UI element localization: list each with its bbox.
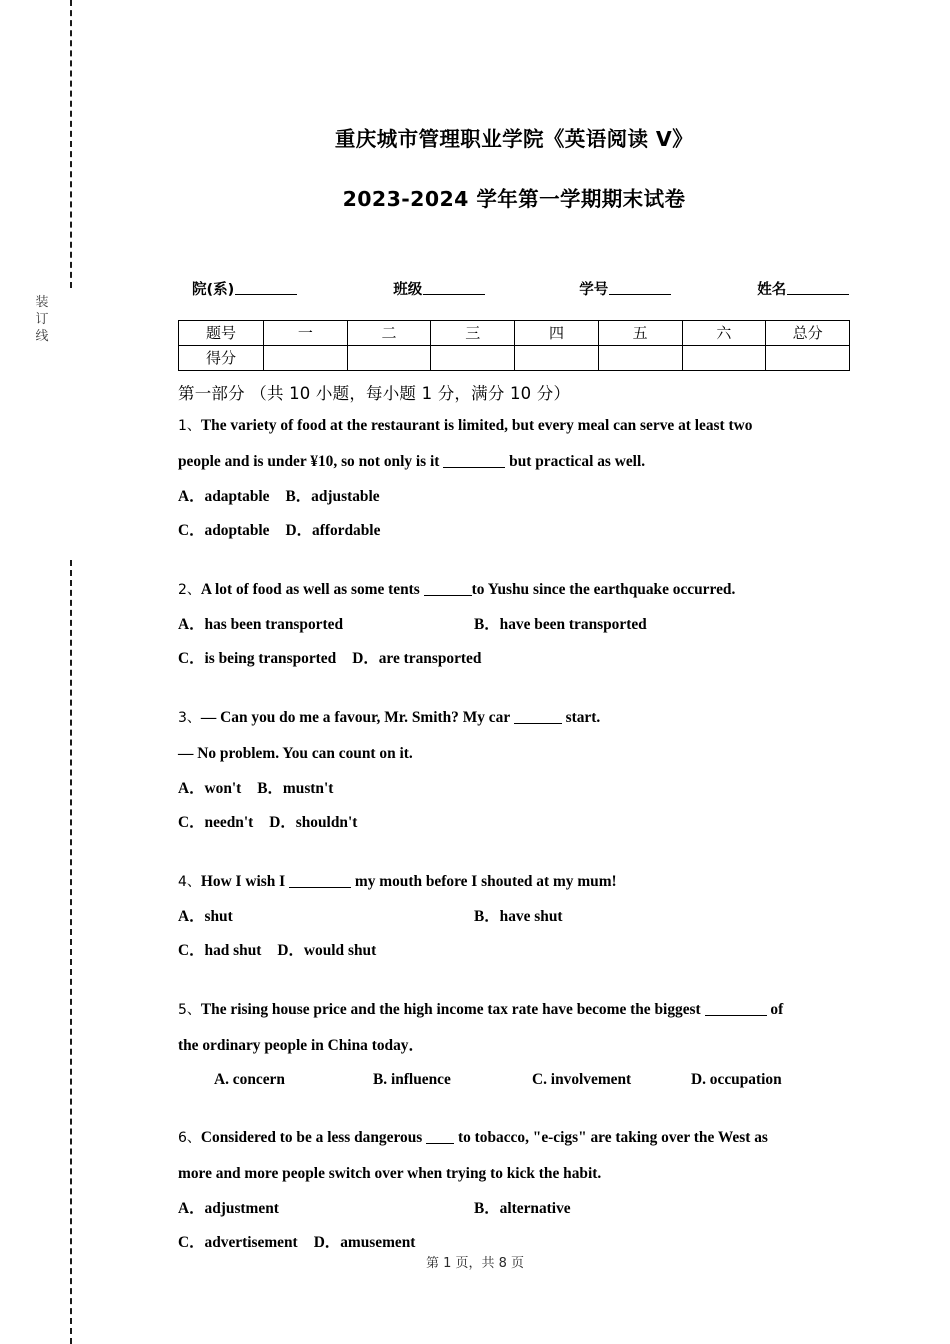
question-6-option-a[interactable]: A．adjustment <box>178 1200 279 1217</box>
question-3-stem-b: start. <box>565 709 601 726</box>
question-3-number: 3、 <box>178 710 201 726</box>
question-6-option-c[interactable]: C．advertisement <box>178 1234 298 1251</box>
score-table-col-total: 总分 <box>766 321 850 346</box>
question-gap-3 <box>178 840 850 854</box>
class-label: 班级 <box>393 282 423 298</box>
question-5 <box>178 992 850 1096</box>
score-table-header-row <box>179 321 850 346</box>
info-gap-1 <box>297 278 393 299</box>
score-table-row-label-score: 得分 <box>179 346 264 371</box>
question-2-options-row-1 <box>178 608 850 642</box>
binding-dashed-line-bottom <box>70 560 72 1344</box>
score-table-score-row <box>179 346 850 371</box>
question-3-options-row-1 <box>178 772 850 806</box>
question-2-option-b[interactable]: B．have been transported <box>474 616 647 633</box>
question-1-stem-line2 <box>178 444 850 480</box>
question-5-stem-b: of <box>770 1001 784 1018</box>
exam-title-block <box>178 122 850 212</box>
question-5-stem-a: The rising house price and the high income tax rate have become the biggest <box>200 1001 701 1018</box>
question-2-options-row-2 <box>178 642 850 676</box>
question-6-option-b[interactable]: B．alternative <box>474 1200 571 1217</box>
score-table-col-5: 五 <box>598 321 682 346</box>
question-6-stem-b: to tobacco, "e-cigs" are taking over the West as <box>457 1129 768 1146</box>
question-3-option-b[interactable]: B．mustn't <box>257 780 334 797</box>
question-5-stem-line2: the ordinary people in China today． <box>178 1037 424 1054</box>
question-5-option-d[interactable]: D. occupation <box>691 1071 782 1088</box>
question-4-option-b[interactable]: B．have shut <box>474 908 563 925</box>
score-table-col-6: 六 <box>682 321 766 346</box>
department-field[interactable] <box>192 278 297 299</box>
student-id-blank[interactable] <box>609 280 671 295</box>
student-id-field[interactable] <box>579 278 671 299</box>
question-3-option-a[interactable]: A．won't <box>178 780 242 797</box>
score-cell-1[interactable] <box>264 346 348 371</box>
info-gap-2 <box>485 278 579 299</box>
question-6-answer-blank[interactable] <box>426 1143 454 1144</box>
question-4-stem-b: my mouth before I shouted at my mum! <box>354 873 617 890</box>
question-1-answer-blank[interactable] <box>443 467 505 468</box>
score-table-col-4: 四 <box>515 321 599 346</box>
question-6-stem-a: Considered to be a less dangerous <box>200 1129 423 1146</box>
question-1-stem-line2-a: people and is under ¥10, so not only is it <box>178 453 440 470</box>
department-blank[interactable] <box>235 280 297 295</box>
question-3-option-d[interactable]: D．shouldn't <box>269 814 358 831</box>
question-6-stem <box>178 1120 850 1156</box>
section-header-part-one: 第一部分 （共 10 小题，每小题 1 分，满分 10 分） <box>178 384 571 403</box>
name-label: 姓名 <box>757 282 787 298</box>
question-1-option-b[interactable]: B．adjustable <box>285 488 380 505</box>
score-table-col-3: 三 <box>431 321 515 346</box>
question-1-stem-line1: The variety of food at the restaurant is limited, but every meal can serve at least two <box>200 417 753 434</box>
question-4-answer-blank[interactable] <box>289 887 351 888</box>
binding-label-char-1: 装 <box>35 295 49 310</box>
binding-dashed-line-top <box>70 0 72 288</box>
question-2-option-d[interactable]: D．are transported <box>352 650 482 667</box>
name-blank[interactable] <box>787 280 849 295</box>
document-body <box>178 0 850 1260</box>
student-info-row <box>178 278 850 299</box>
question-2-stem-b: to Yushu since the earthquake occurred. <box>471 581 736 598</box>
question-3-stem-line2: — No problem. You can count on it. <box>178 745 413 762</box>
question-1-options-row-2 <box>178 514 850 548</box>
question-2-number: 2、 <box>178 582 201 598</box>
score-table-row-label-question: 题号 <box>179 321 264 346</box>
question-4-stem <box>178 864 850 900</box>
score-table-col-1: 一 <box>264 321 348 346</box>
question-4-option-c[interactable]: C．had shut <box>178 942 262 959</box>
question-3-options-row-2 <box>178 806 850 840</box>
question-4-number: 4、 <box>178 874 201 890</box>
score-table <box>178 320 850 371</box>
question-2 <box>178 572 850 676</box>
question-5-number: 5、 <box>178 1002 201 1018</box>
question-1-stem-line2-b: but practical as well. <box>509 453 646 470</box>
score-cell-total[interactable] <box>766 346 850 371</box>
question-6-option-d[interactable]: D．amusement <box>313 1234 416 1251</box>
question-1-number: 1、 <box>178 418 201 434</box>
question-5-option-c[interactable]: C. involvement <box>532 1071 632 1088</box>
question-4-option-d[interactable]: D．would shut <box>277 942 377 959</box>
question-2-option-c[interactable]: C．is being transported <box>178 650 337 667</box>
question-gap-2 <box>178 676 850 690</box>
binding-label-char-3: 线 <box>35 329 49 344</box>
question-4-option-a[interactable]: A．shut <box>178 908 233 925</box>
page-number-text: 第 1 页，共 8 页 <box>425 1256 525 1271</box>
question-1-options-row-1 <box>178 480 850 514</box>
exam-title-line-2: 2023-2024 学年第一学期期末试卷 <box>342 187 686 211</box>
department-label: 院(系) <box>192 282 235 298</box>
name-field[interactable] <box>757 278 849 299</box>
question-6-options-row-1 <box>178 1192 850 1226</box>
question-2-option-a[interactable]: A．has been transported <box>178 616 344 633</box>
question-3-option-c[interactable]: C．needn't <box>178 814 254 831</box>
question-2-stem-a: A lot of food as well as some tents <box>200 581 420 598</box>
question-gap-5 <box>178 1096 850 1110</box>
page-footer <box>0 1252 950 1271</box>
question-3-answer-blank[interactable] <box>514 723 562 724</box>
question-1-option-d[interactable]: D．affordable <box>285 522 381 539</box>
score-cell-4[interactable] <box>515 346 599 371</box>
question-5-option-b[interactable]: B. influence <box>373 1071 451 1088</box>
binding-label <box>31 294 53 345</box>
question-6-stem-line2: more and more people switch over when trying to kick the habit. <box>178 1165 602 1182</box>
question-5-answer-blank[interactable] <box>705 1015 767 1016</box>
question-3-stem-a: — Can you do me a favour, Mr. Smith? My car <box>200 709 510 726</box>
question-4-options-row-2 <box>178 934 850 968</box>
question-1-option-c[interactable]: C．adoptable <box>178 522 270 539</box>
question-3-stem <box>178 700 850 736</box>
info-gap-3 <box>671 278 757 299</box>
question-5-stem <box>178 992 850 1028</box>
score-cell-6[interactable] <box>682 346 766 371</box>
score-table-col-2: 二 <box>347 321 431 346</box>
question-1-stem <box>178 408 850 444</box>
question-gap-1 <box>178 548 850 562</box>
question-2-answer-blank[interactable] <box>424 595 472 596</box>
question-4-stem-a: How I wish I <box>200 873 286 890</box>
class-blank[interactable] <box>423 280 485 295</box>
question-4-options-row-1 <box>178 900 850 934</box>
question-gap-4 <box>178 968 850 982</box>
exam-title-line-1: 重庆城市管理职业学院《英语阅读 V》 <box>334 127 694 151</box>
question-6-number: 6、 <box>178 1130 201 1146</box>
question-3 <box>178 700 850 840</box>
question-6 <box>178 1120 850 1260</box>
student-id-label: 学号 <box>579 282 609 298</box>
binding-label-char-2: 订 <box>35 312 49 327</box>
question-5-options-row <box>178 1064 850 1096</box>
class-field[interactable] <box>393 278 485 299</box>
score-cell-3[interactable] <box>431 346 515 371</box>
score-cell-2[interactable] <box>347 346 431 371</box>
question-4 <box>178 864 850 968</box>
question-1 <box>178 408 850 548</box>
score-cell-5[interactable] <box>598 346 682 371</box>
question-5-option-a[interactable]: A. concern <box>214 1071 285 1088</box>
question-2-stem <box>178 572 850 608</box>
question-1-option-a[interactable]: A．adaptable <box>178 488 270 505</box>
